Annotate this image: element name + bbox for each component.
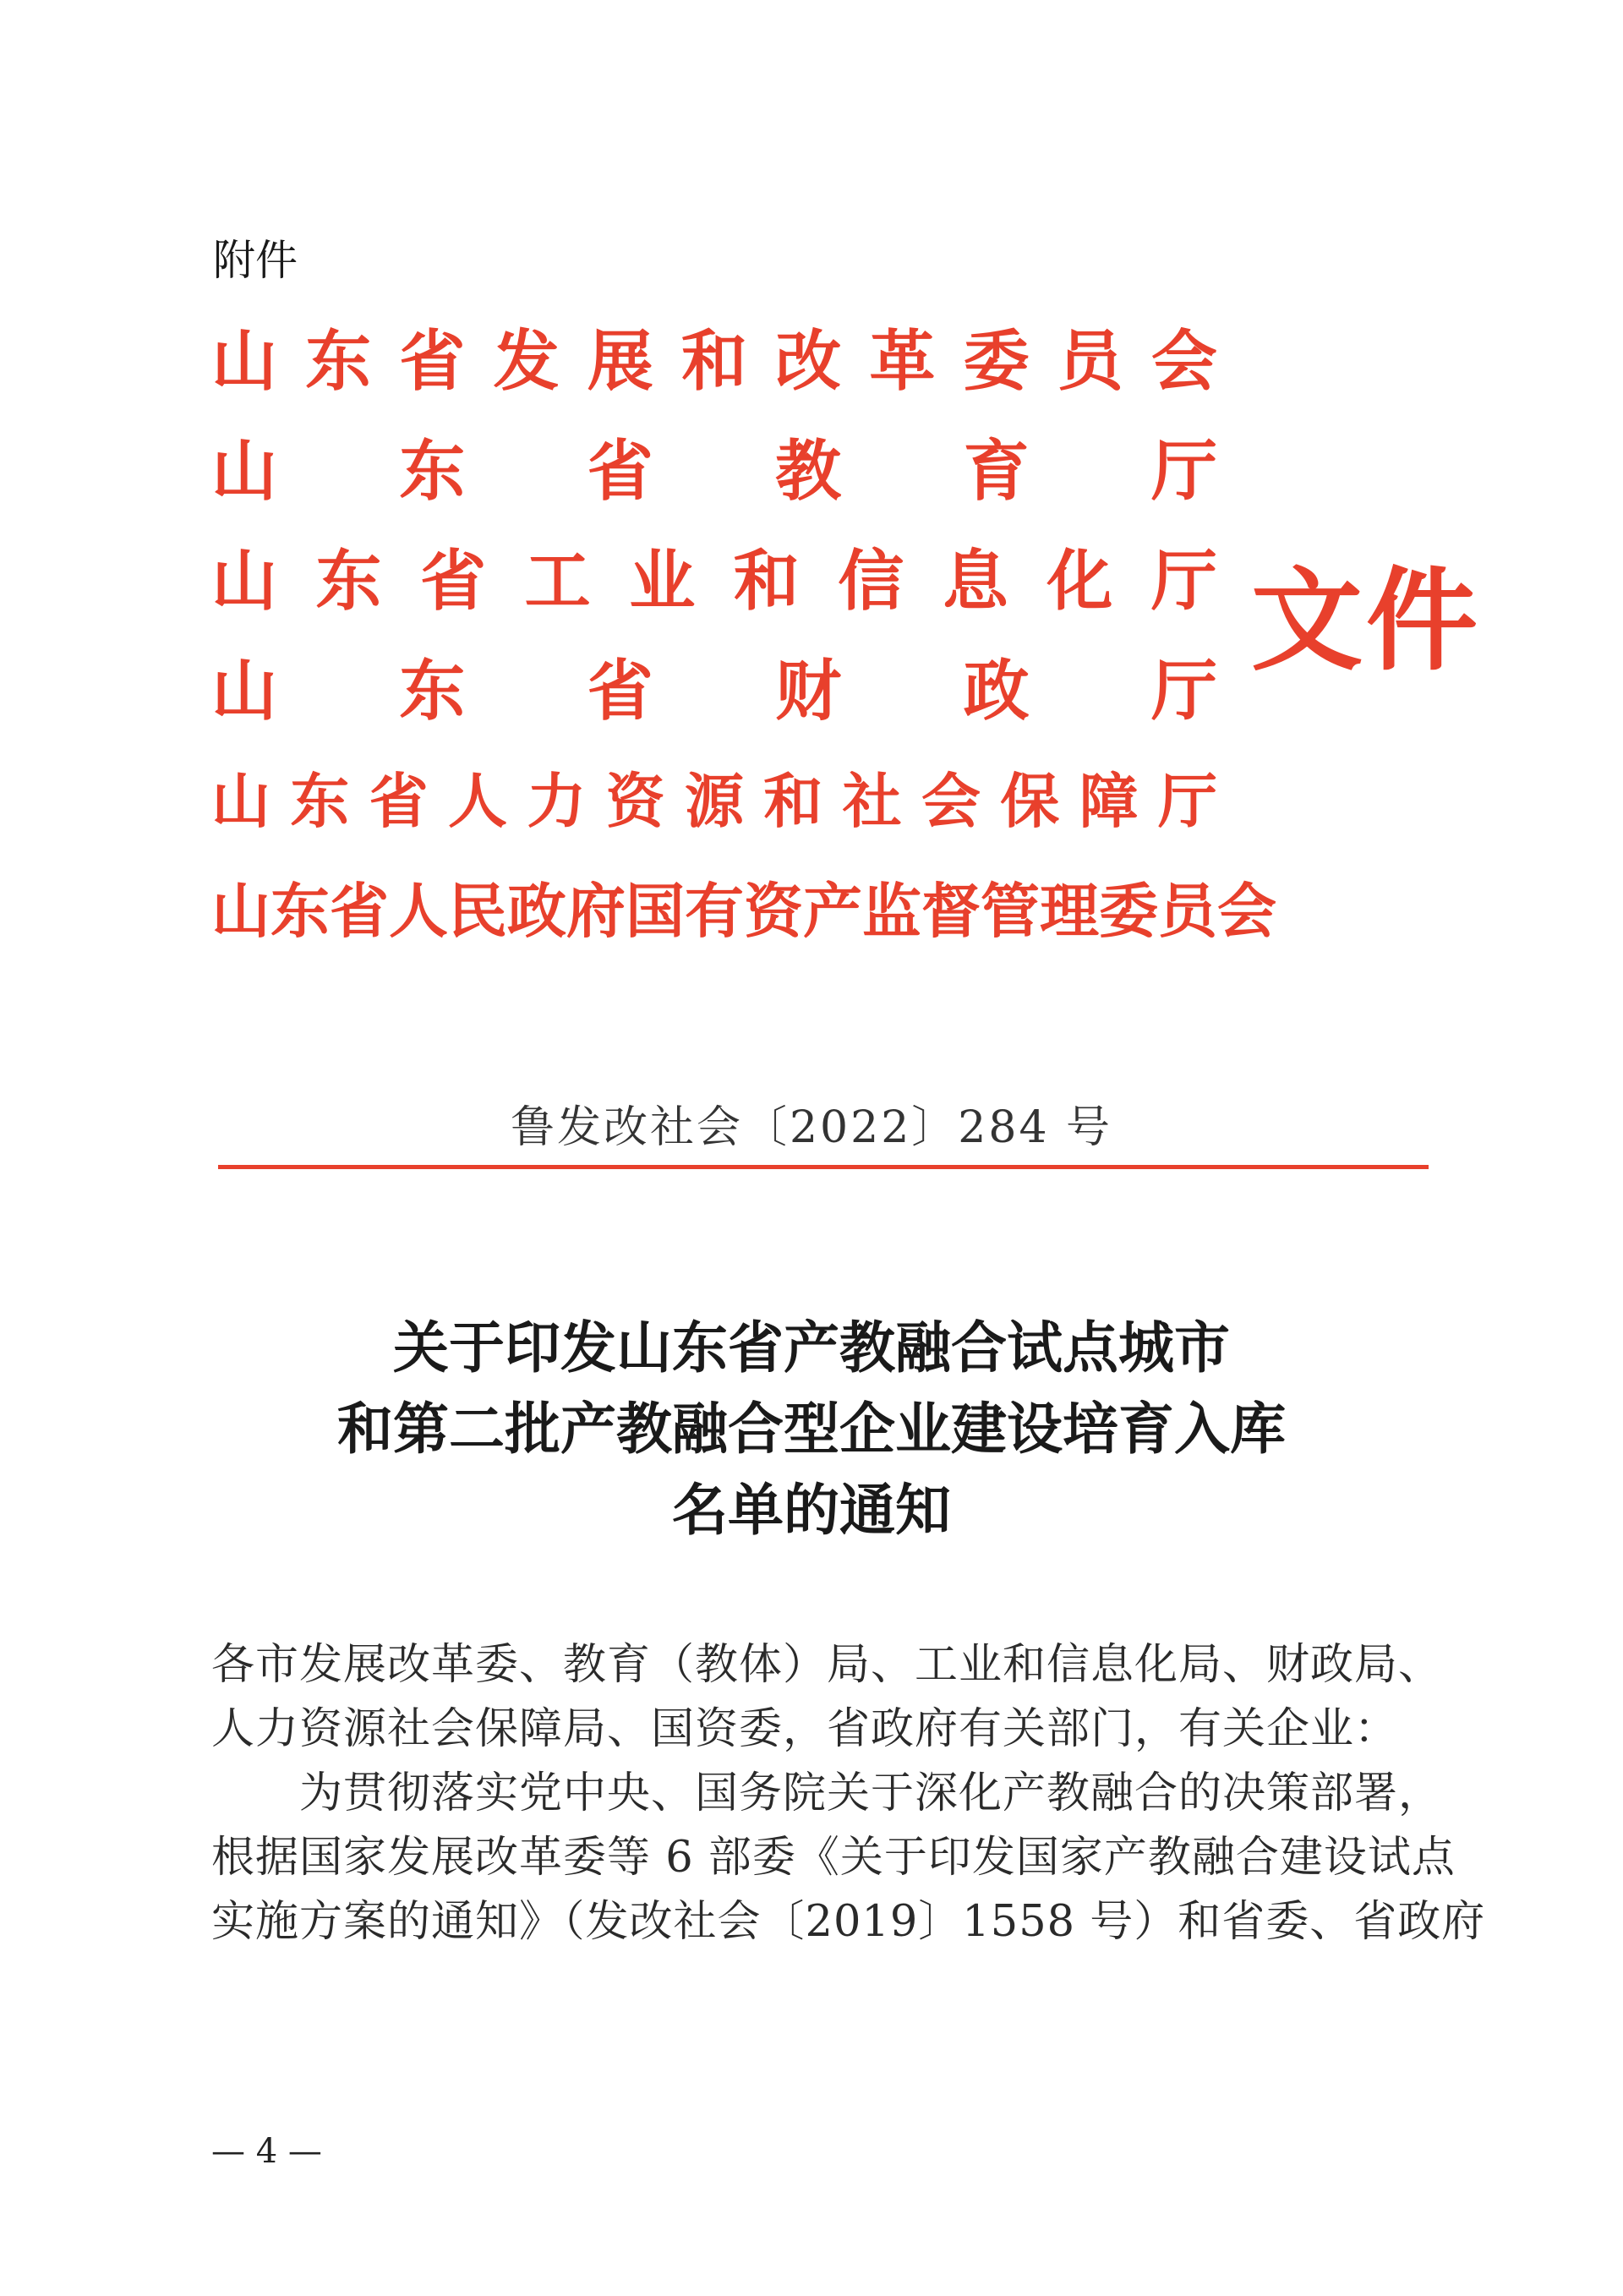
issuer-char: 会 (1217, 876, 1276, 946)
issuer-char: 社 (842, 766, 902, 836)
issuer-char: 厅 (1157, 766, 1217, 836)
issuer-char: 有 (685, 876, 744, 946)
issuer-char: 政 (507, 876, 566, 946)
issuer-char: 山 (211, 323, 278, 400)
issuer-char: 政 (963, 653, 1030, 730)
issuer-line (211, 759, 1217, 844)
body-line: 人力资源社会保障局、国资委，省政府有关部门，有关企业： (211, 1704, 1399, 1754)
issuer-char: 省 (330, 876, 389, 946)
issuer-char: 源 (684, 766, 744, 836)
issuer-char: 东 (290, 766, 350, 836)
issuer-char: 会 (921, 766, 981, 836)
issuer-char: 保 (1000, 766, 1060, 836)
issuer-char: 息 (942, 543, 1008, 620)
body-line: 根据国家发展改革委等 6 部委《关于印发国家产教融合建设试点 (211, 1833, 1456, 1883)
title-line: 关于印发山东省产教融合试点城市 (393, 1315, 1230, 1380)
issuer-char: 人 (447, 766, 507, 836)
issuer-line (211, 649, 1217, 734)
issuer-line (211, 429, 1217, 514)
issuer-char: 理 (1040, 876, 1099, 946)
page-number: — 4 — (211, 2132, 322, 2171)
issuer-char: 和 (763, 766, 823, 836)
title-line: 名单的通知 (672, 1477, 951, 1543)
title-line: 和第二批产教融合型企业建设培育入库 (337, 1396, 1286, 1462)
issuer-char: 会 (1150, 323, 1217, 400)
issuer-char: 改 (775, 323, 842, 400)
issuer-char: 和 (733, 543, 800, 620)
issuer-char: 厅 (1150, 543, 1217, 620)
issuer-char: 厅 (1150, 433, 1217, 510)
issuer-char: 展 (587, 323, 653, 400)
issuer-char: 国 (626, 876, 685, 946)
issuer-char: 省 (369, 766, 429, 836)
red-divider (218, 1165, 1429, 1169)
issuer-char: 信 (838, 543, 904, 620)
issuer-char: 育 (963, 433, 1030, 510)
attachment-label: 附件 (213, 236, 298, 285)
issuer-char: 监 (862, 876, 921, 946)
issuer-char: 省 (587, 653, 653, 730)
issuer-char: 省 (399, 323, 466, 400)
issuer-char: 东 (315, 543, 382, 620)
body-line: 实施方案的通知》（发改社会〔2019〕1558 号）和省委、省政府 (211, 1897, 1486, 1947)
issuer-char: 省 (587, 433, 653, 510)
issuer-char: 发 (493, 323, 560, 400)
issuer-char: 管 (981, 876, 1040, 946)
issuer-line (211, 320, 1217, 404)
issuer-char: 委 (963, 323, 1030, 400)
issuer-char: 员 (1057, 323, 1123, 400)
issuer-char: 员 (1158, 876, 1217, 946)
issuer-char: 和 (680, 323, 747, 400)
issuer-char: 山 (211, 433, 278, 510)
issuer-char: 东 (305, 323, 372, 400)
issuer-char: 委 (1099, 876, 1158, 946)
issuer-char: 省 (420, 543, 487, 620)
issuer-char: 山 (211, 876, 270, 946)
issuer-char: 资 (605, 766, 665, 836)
body-line: 各市发展改革委、教育（教体）局、工业和信息化局、财政局、 (211, 1640, 1443, 1690)
issuer-char: 东 (399, 653, 466, 730)
issuer-char: 教 (775, 433, 842, 510)
issuer-char: 化 (1046, 543, 1113, 620)
issuer-char: 东 (399, 433, 466, 510)
issuer-char: 督 (921, 876, 981, 946)
issuer-char: 厅 (1150, 653, 1217, 730)
issuer-char: 工 (524, 543, 591, 620)
issuer-char: 资 (744, 876, 803, 946)
issuer-char: 民 (448, 876, 507, 946)
issuer-line (211, 539, 1217, 624)
issuer-char: 障 (1079, 766, 1139, 836)
body-line: 为贯彻落实党中央、国务院关于深化产教融合的决策部署， (211, 1768, 1443, 1818)
issuer-char: 产 (803, 876, 862, 946)
issuer-char: 财 (775, 653, 842, 730)
document-title (0, 1307, 1623, 1550)
issuer-char: 山 (211, 766, 270, 836)
issuer-char: 山 (211, 653, 278, 730)
issuer-line (211, 869, 1276, 954)
issuer-char: 府 (566, 876, 626, 946)
issuer-char: 业 (629, 543, 696, 620)
issuer-char: 山 (211, 543, 278, 620)
issuer-char: 人 (389, 876, 448, 946)
document-suffix: 文件 (1251, 555, 1481, 686)
issuer-char: 力 (527, 766, 587, 836)
issuer-char: 东 (270, 876, 330, 946)
body-text (211, 1633, 1486, 1954)
issuer-char: 革 (869, 323, 936, 400)
document-number: 鲁发改社会〔2022〕284 号 (510, 1102, 1113, 1153)
